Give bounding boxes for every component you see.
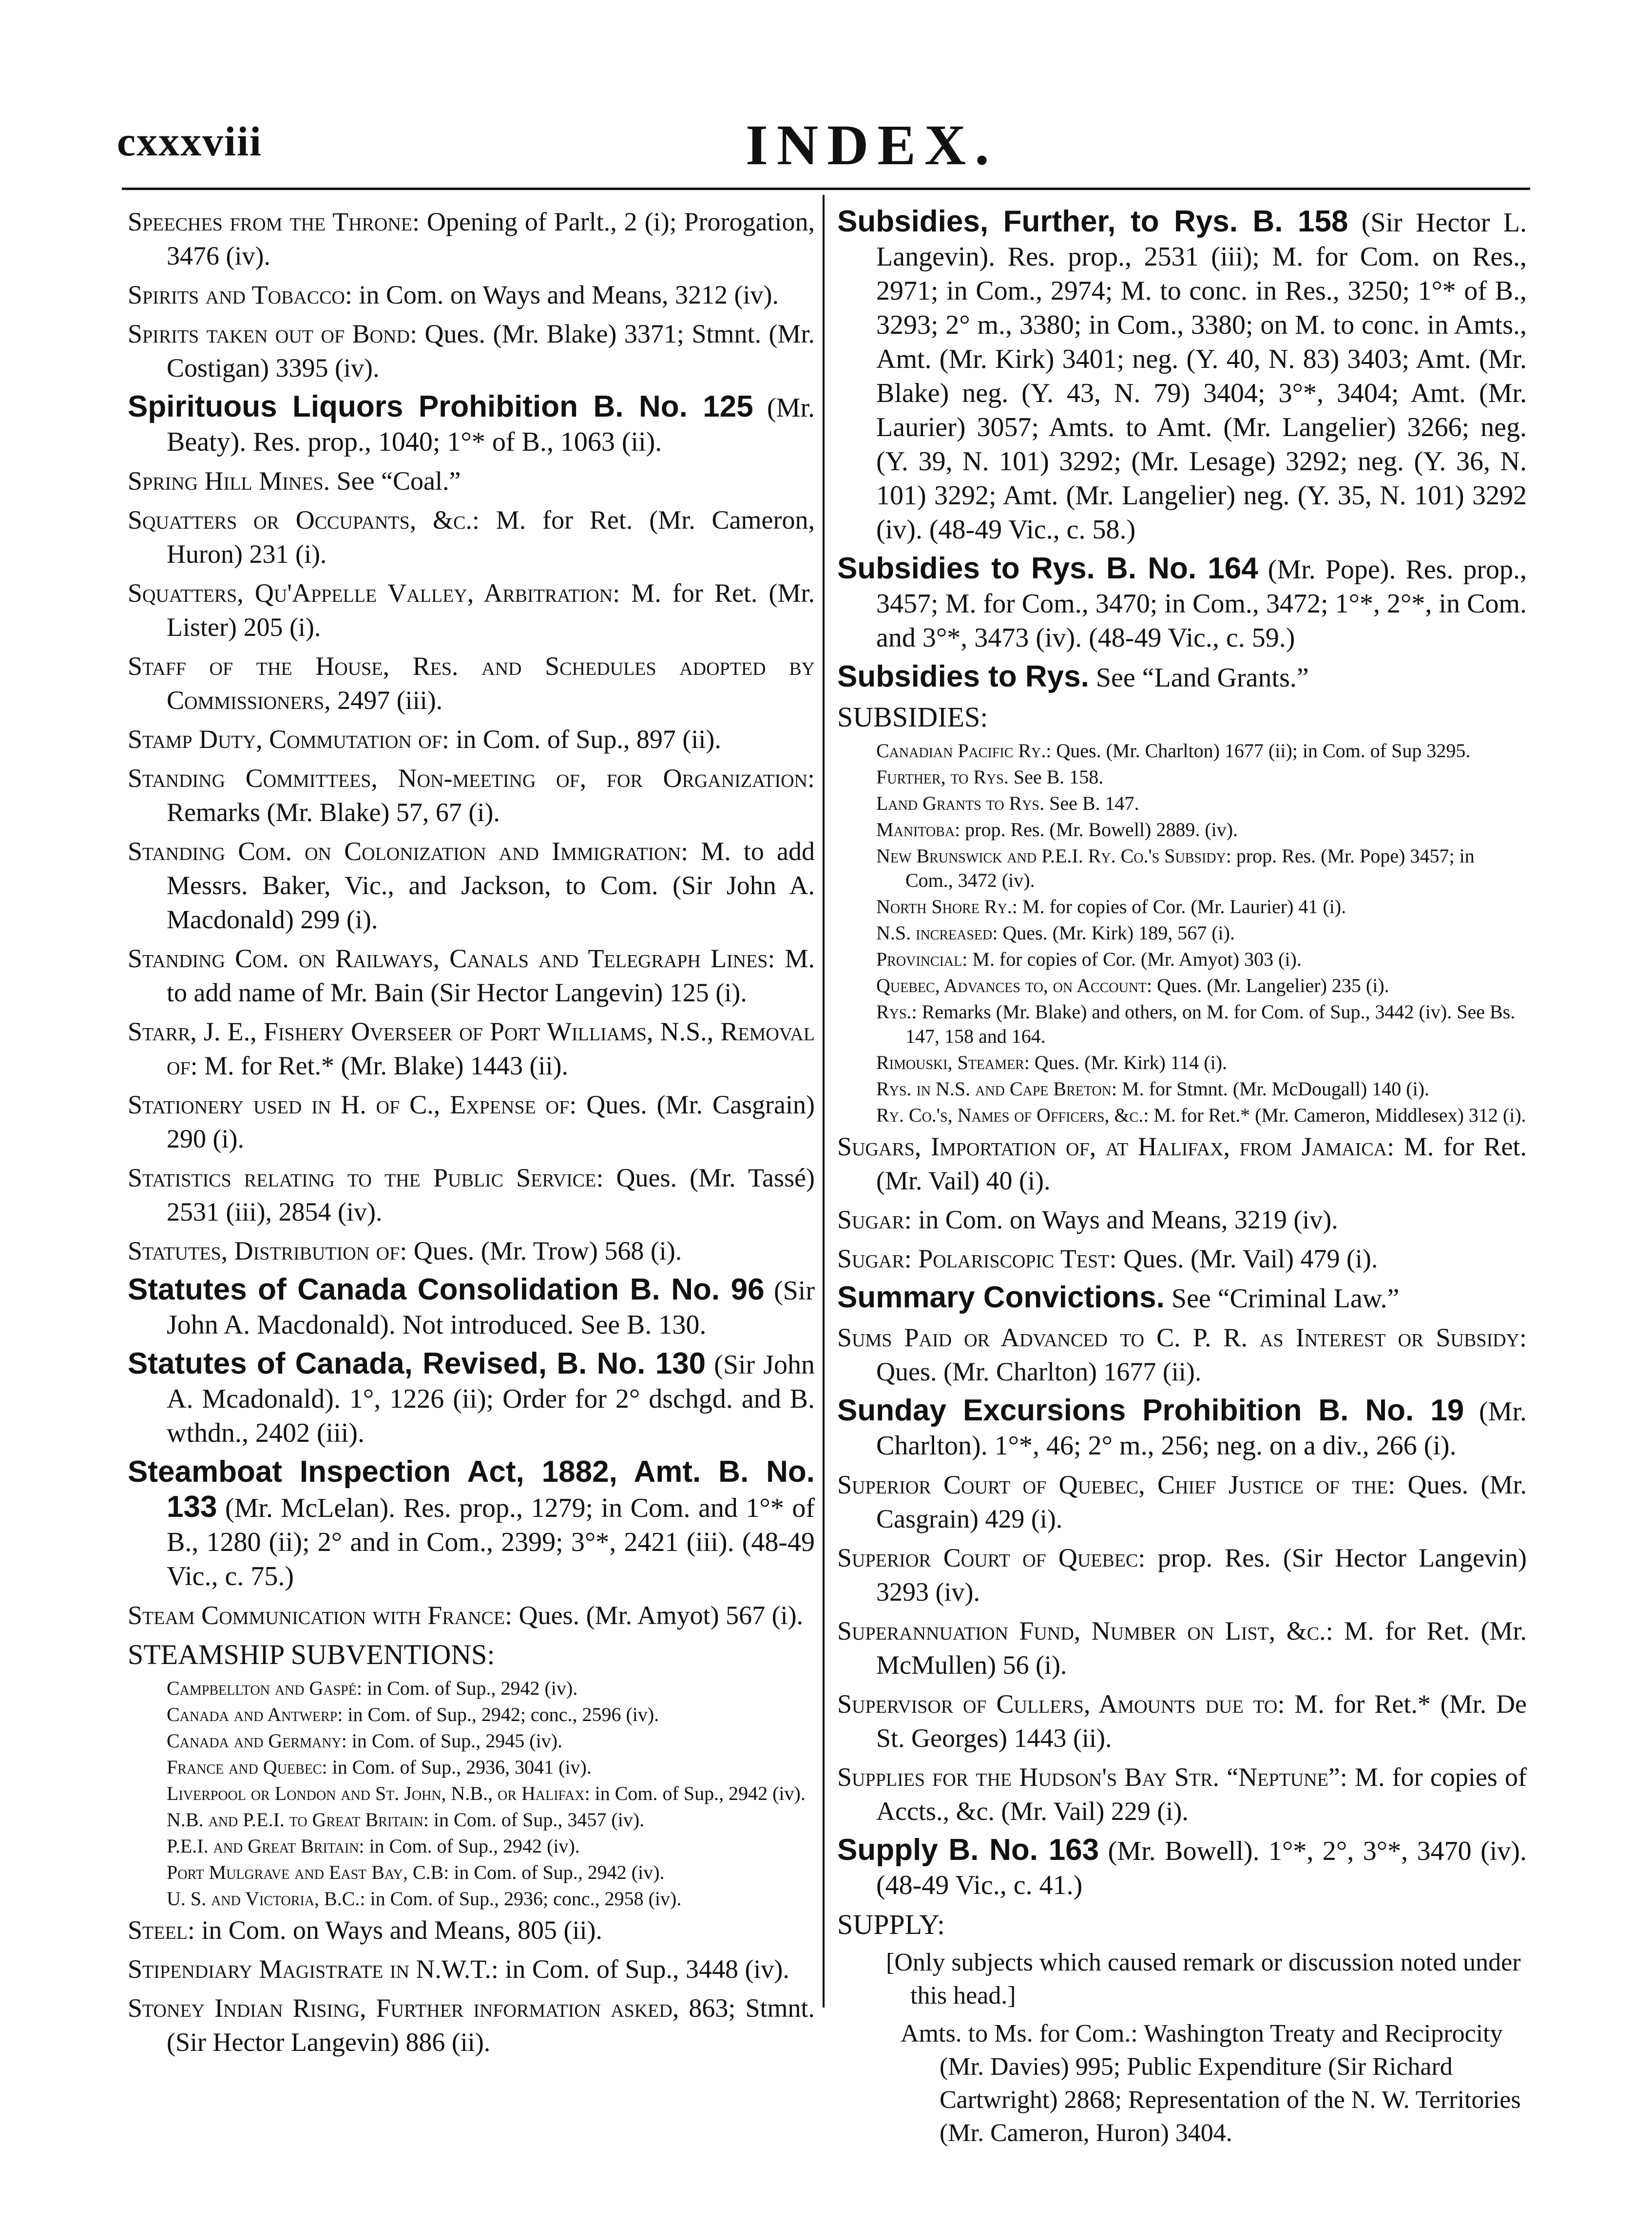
index-entry: Sums Paid or Advanced to C. P. R. as Interest or Subsidy: Ques. (Mr. Charlton) 1677 (ii). <box>837 1323 1527 1386</box>
index-entry: Supervisor of Cullers, Amounts due to: M. for Ret.* (Mr. De St. Georges) 1443 (ii). <box>837 1689 1527 1753</box>
index-entry: Steel: in Com. on Ways and Means, 805 (ii). <box>128 1915 602 1945</box>
sub-entry: Ry. Co.'s, Names of Officers, &c.: M. for Ret.* (Mr. Cameron, Middlesex) 312 (i). <box>876 1104 1526 1126</box>
index-entry: Spring Hill Mines. See “Coal.” <box>128 466 461 496</box>
sub-entry: N.B. and P.E.I. to Great Britain: in Com. of Sup., 3457 (iv). <box>167 1809 645 1831</box>
index-entry: Stamp Duty, Commutation of: in Com. of Sup., 897 (ii). <box>128 725 721 754</box>
index-entry: Stationery used in H. of C., Expense of: Ques. (Mr. Casgrain) 290 (i). <box>128 1090 815 1153</box>
index-entry: Superannuation Fund, Number on List, &c.: M. for Ret. (Mr. McMullen) 56 (i). <box>837 1616 1527 1680</box>
page-title: INDEX. <box>746 113 998 177</box>
index-entry: Sugars, Importation of, at Halifax, from Jamaica: M. for Ret. (Mr. Vail) 40 (i). <box>837 1132 1527 1195</box>
sub-entry: Quebec, Advances to, on Account: Ques. (Mr. Langelier) 235 (i). <box>876 975 1389 996</box>
sub-entry: Canada and Antwerp: in Com. of Sup., 2942; conc., 2596 (iv). <box>167 1703 659 1725</box>
sub-entry: Canada and Germany: in Com. of Sup., 2945 (iv). <box>167 1730 563 1752</box>
bill-entry: Steamboat Inspection Act, 1882, Amt. B. No. 133 (Mr. McLelan). Res. prop., 1279; in Com. and 1°* of B., 1280 (ii); 2° and in Com., 2399; 3°*, 2421 (iii). (48-49 Vic., c. 75.) <box>128 1455 815 1591</box>
index-entry: Starr, J. E., Fishery Overseer of Port Williams, N.S., Removal of: M. for Ret.* (Mr. Blake) 1443 (ii). <box>128 1017 815 1080</box>
sub-entry: U. S. and Victoria, B.C.: in Com. of Sup., 2936; conc., 2958 (iv). <box>167 1888 682 1910</box>
left-column <box>128 205 815 2064</box>
index-entry: Squatters or Occupants, &c.: M. for Ret. (Mr. Cameron, Huron) 231 (i). <box>128 505 815 569</box>
section-heading-subsidies: SUBSIDIES: <box>837 701 988 733</box>
index-entry: Supplies for the Hudson's Bay Str. “Neptune”: M. for copies of Accts., &c. (Mr. Vail) 229 (i). <box>837 1762 1527 1826</box>
bill-entry: Statutes of Canada, Revised, B. No. 130 (Sir John A. Mcadonald). 1°, 1226 (ii); Order for 2° dschgd. and B. wthdn., 2402 (iii). <box>128 1347 815 1448</box>
index-entry: Standing Committees, Non-meeting of, for Organization: Remarks (Mr. Blake) 57, 67 (i). <box>128 764 815 827</box>
bill-entry: Subsidies, Further, to Rys. B. 158 (Sir Hector L. Langevin). Res. prop., 2531 (iii); M. for Com. on Res., 2971; in Com., 2974; M. to conc. in Res., 3250; 1°* of B., 3293; 2° m., 3380; in Com., 3380; on M. to conc. in Amts., Amt. (Mr. Kirk) 3401; neg. (Y. 40, N. 83) 3403; Amt. (Mr. Blake) neg. (Y. 43, N. 79) 3404; 3°*, 3404; Amt. (Mr. Laurier) 3057; Amts. to Amt. (Mr. Langelier) 3266; neg. (Y. 39, N. 101) 3292; (Mr. Lesage) 3292; neg. (Y. 36, N. 101) 3292; Amt. (Mr. Langelier) neg. (Y. 35, N. 101) 3292 (iv). (48-49 Vic., c. 58.) <box>837 205 1527 545</box>
sub-entry: Rys. in N.S. and Cape Breton: M. for Stmnt. (Mr. McDougall) 140 (i). <box>876 1078 1430 1100</box>
index-entry: Spirits taken out of Bond: Ques. (Mr. Blake) 3371; Stmnt. (Mr. Costigan) 3395 (iv). <box>128 319 815 383</box>
sub-entry: Rimouski, Steamer: Ques. (Mr. Kirk) 114 (i). <box>876 1052 1228 1073</box>
sub-entry: P.E.I. and Great Britain: in Com. of Sup., 2942 (iv). <box>167 1835 580 1857</box>
index-entry: Spirits and Tobacco: in Com. on Ways and Means, 3212 (iv). <box>128 280 779 309</box>
section-heading-supply: SUPPLY: <box>837 1909 945 1940</box>
bill-entry: Statutes of Canada Consolidation B. No. 96 (Sir John A. Macdonald). Not introduced. See B. 130. <box>128 1273 815 1340</box>
sub-entry: Canadian Pacific Ry.: Ques. (Mr. Charlton) 1677 (ii); in Com. of Sup 3295. <box>876 740 1471 762</box>
sub-entry: Rys.: Remarks (Mr. Blake) and others, on M. for Com. of Sup., 3442 (iv). See Bs. 147, 158 and 164. <box>876 1001 1516 1047</box>
index-entry: Stipendiary Magistrate in N.W.T.: in Com. of Sup., 3448 (iv). <box>128 1954 789 1984</box>
sub-entry: Further, to Rys. See B. 158. <box>876 766 1104 788</box>
index-entry: Statutes, Distribution of: Ques. (Mr. Trow) 568 (i). <box>128 1236 682 1265</box>
sub-entry: North Shore Ry.: M. for copies of Cor. (Mr. Laurier) 41 (i). <box>876 896 1346 918</box>
sub-entry: Port Mulgrave and East Bay, C.B: in Com. of Sup., 2942 (iv). <box>167 1861 665 1883</box>
index-entry: Standing Com. on Railways, Canals and Telegraph Lines: M. to add name of Mr. Bain (Sir Hector Langevin) 125 (i). <box>128 944 815 1007</box>
index-entry: Standing Com. on Colonization and Immigration: M. to add Messrs. Baker, Vic., and Jackson, to Com. (Sir John A. Macdonald) 299 (i). <box>128 837 815 934</box>
bill-entry: Sunday Excursions Prohibition B. No. 19 (Mr. Charlton). 1°*, 46; 2° m., 256; neg. on a div., 266 (i). <box>837 1394 1527 1461</box>
index-entry: Superior Court of Quebec: prop. Res. (Sir Hector Langevin) 3293 (iv). <box>837 1543 1527 1607</box>
sub-entry: Provincial: M. for copies of Cor. (Mr. Amyot) 303 (i). <box>876 948 1302 970</box>
sub-entry: N.S. increased: Ques. (Mr. Kirk) 189, 567 (i). <box>876 922 1235 944</box>
bill-entry: Subsidies to Rys. See “Land Grants.” <box>837 660 1309 693</box>
sub-entry: France and Quebec: in Com. of Sup., 2936, 3041 (iv). <box>167 1756 592 1778</box>
sub-entry: Manitoba: prop. Res. (Mr. Bowell) 2889. (iv). <box>876 819 1238 841</box>
page-number: cxxxviii <box>117 118 262 165</box>
index-entry: Sugar: in Com. on Ways and Means, 3219 (iv). <box>837 1205 1338 1234</box>
index-entry: Superior Court of Quebec, Chief Justice of the: Ques. (Mr. Casgrain) 429 (i). <box>837 1470 1527 1533</box>
bill-entry: Spirituous Liquors Prohibition B. No. 125 (Mr. Beaty). Res. prop., 1040; 1°* of B., 1063 (ii). <box>128 390 815 457</box>
supply-item: Amts. to Ms. for Com.: Washington Treaty and Reciprocity (Mr. Davies) 995; Public Expenditure (Sir Richard Cartwright) 2868; Representation of the N. W. Territories (Mr. Cameron, Huron) 3404. <box>901 2020 1521 2147</box>
index-entry: Staff of the House, Res. and Schedules adopted by Commissioners, 2497 (iii). <box>128 651 815 715</box>
index-entry: Squatters, Qu'Appelle Valley, Arbitration: M. for Ret. (Mr. Lister) 205 (i). <box>128 578 815 642</box>
index-entry: Sugar: Polariscopic Test: Ques. (Mr. Vail) 479 (i). <box>837 1244 1378 1273</box>
bill-entry: Summary Convictions. See “Criminal Law.” <box>837 1281 1400 1314</box>
sub-entry: New Brunswick and P.E.I. Ry. Co.'s Subsidy: prop. Res. (Mr. Pope) 3457; in Com., 3472 (iv). <box>876 845 1475 891</box>
supply-note: [Only subjects which caused remark or discussion noted under this head.] <box>886 1949 1521 2009</box>
bill-entry: Subsidies to Rys. B. No. 164 (Mr. Pope). Res. prop., 3457; M. for Com., 3470; in Com., 3472; 1°*, 2°*, in Com. and 3°*, 3473 (iv). (48-49 Vic., c. 59.) <box>837 552 1527 653</box>
right-column <box>837 205 1527 2152</box>
index-entry: Statistics relating to the Public Service: Ques. (Mr. Tassé) 2531 (iii), 2854 (iv). <box>128 1163 815 1226</box>
header-rule <box>122 188 1530 190</box>
sub-entry: Land Grants to Rys. See B. 147. <box>876 792 1139 814</box>
index-entry: Speeches from the Throne: Opening of Parlt., 2 (i); Prorogation, 3476 (iv). <box>128 207 815 270</box>
bill-entry: Supply B. No. 163 (Mr. Bowell). 1°*, 2°, 3°*, 3470 (iv). (48-49 Vic., c. 41.) <box>837 1833 1527 1900</box>
index-entry: Stoney Indian Rising, Further information asked, 863; Stmnt. (Sir Hector Langevin) 886 (ii). <box>128 1993 815 2057</box>
sub-entry: Campbellton and Gaspé: in Com. of Sup., 2942 (iv). <box>167 1677 578 1699</box>
index-entry: Steam Communication with France: Ques. (Mr. Amyot) 567 (i). <box>128 1601 804 1630</box>
column-divider <box>823 195 825 2008</box>
section-heading-steamship: STEAMSHIP SUBVENTIONS: <box>128 1639 495 1670</box>
sub-entry: Liverpool or London and St. John, N.B., or Halifax: in Com. of Sup., 2942 (iv). <box>167 1782 806 1804</box>
